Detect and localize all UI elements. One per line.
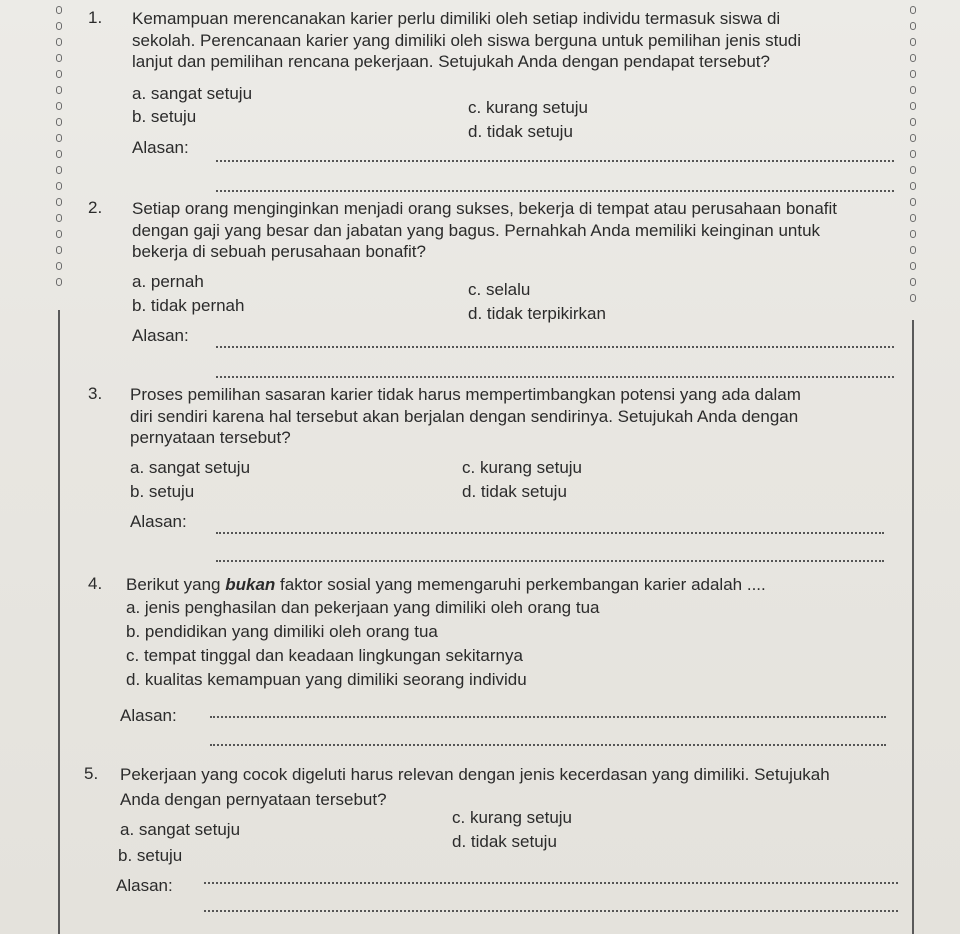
answer-line[interactable] (204, 910, 898, 912)
option-d[interactable]: d. kualitas kemampuan yang dimiliki seorang individu (126, 670, 527, 689)
option-c[interactable]: c. selalu (468, 280, 531, 299)
option-d[interactable]: d. tidak setuju (452, 832, 557, 851)
answer-line[interactable] (216, 532, 884, 534)
question-text: Proses pemilihan sasaran karier tidak harus mempertimbangkan potensi yang ada dalam diri sendiri karena hal tersebut akan berjalan dengan sendirinya. Setujukah Anda dengan pernyataan tersebut? (130, 385, 801, 447)
reason-label: Alasan: (120, 706, 177, 725)
page-border-right (912, 320, 914, 934)
option-c[interactable]: c. tempat tinggal dan keadaan lingkungan sekitarnya (126, 646, 523, 665)
answer-line[interactable] (216, 160, 894, 162)
question-number: 3. (88, 384, 103, 403)
reason-label: Alasan: (130, 512, 187, 531)
option-b[interactable]: b. setuju (118, 846, 183, 865)
question-text: Setiap orang menginginkan menjadi orang sukses, bekerja di tempat atau perusahaan bonafit dengan gaji yang besar dan jabatan yang bagus. Pernahkah Anda memiliki keinginan untuk bekerja di sebuah perusahaan bonafit? (132, 199, 838, 261)
option-c[interactable]: c. kurang setuju (452, 808, 573, 827)
answer-line[interactable] (216, 376, 894, 378)
reason-label: Alasan: (116, 876, 173, 895)
option-d[interactable]: d. tidak terpikirkan (468, 304, 606, 323)
question-number: 1. (88, 8, 103, 27)
question-number: 4. (88, 574, 103, 593)
option-b[interactable]: b. setuju (130, 482, 195, 501)
option-c[interactable]: c. kurang setuju (462, 458, 583, 477)
option-b[interactable]: b. setuju (132, 107, 197, 126)
option-a[interactable]: a. sangat setuju (130, 458, 251, 477)
question-text: Pekerjaan yang cocok digeluti harus relevan dengan jenis kecerdasan yang dimiliki. Setujukah Anda dengan pernyataan tersebut? (120, 765, 830, 809)
option-b[interactable]: b. tidak pernah (132, 296, 245, 315)
question-number: 5. (84, 764, 99, 783)
option-a[interactable]: a. pernah (132, 272, 204, 291)
question-text: Kemampuan merencanakan karier perlu dimiliki oleh setiap individu termasuk siswa di sekolah. Perencanaan karier yang dimiliki oleh siswa berguna untuk pemilihan jenis studi lanjut dan pemilihan rencana pekerjaan. Setujukah Anda dengan pendapat tersebut? (132, 9, 802, 71)
answer-line[interactable] (216, 190, 894, 192)
binder-rings-left (56, 6, 66, 294)
question-text: Berikut yang bukan faktor sosial yang memengaruhi perkembangan karier adalah .... (126, 575, 766, 594)
reason-label: Alasan: (132, 326, 189, 345)
answer-line[interactable] (210, 716, 886, 718)
answer-line[interactable] (210, 744, 886, 746)
page-border-left (58, 310, 60, 934)
binder-rings-right (910, 6, 920, 310)
option-c[interactable]: c. kurang setuju (468, 98, 589, 117)
negation-emphasis: bukan (225, 575, 276, 594)
answer-line[interactable] (216, 560, 884, 562)
option-d[interactable]: d. tidak setuju (462, 482, 567, 501)
question-number: 2. (88, 198, 103, 217)
answer-line[interactable] (216, 346, 894, 348)
answer-line[interactable] (204, 882, 898, 884)
option-a[interactable]: a. jenis penghasilan dan pekerjaan yang dimiliki oleh orang tua (126, 598, 600, 617)
reason-label: Alasan: (132, 138, 189, 157)
option-b[interactable]: b. pendidikan yang dimiliki oleh orang tua (126, 622, 438, 641)
option-a[interactable]: a. sangat setuju (132, 84, 253, 103)
option-a[interactable]: a. sangat setuju (120, 820, 241, 839)
option-d[interactable]: d. tidak setuju (468, 122, 573, 141)
